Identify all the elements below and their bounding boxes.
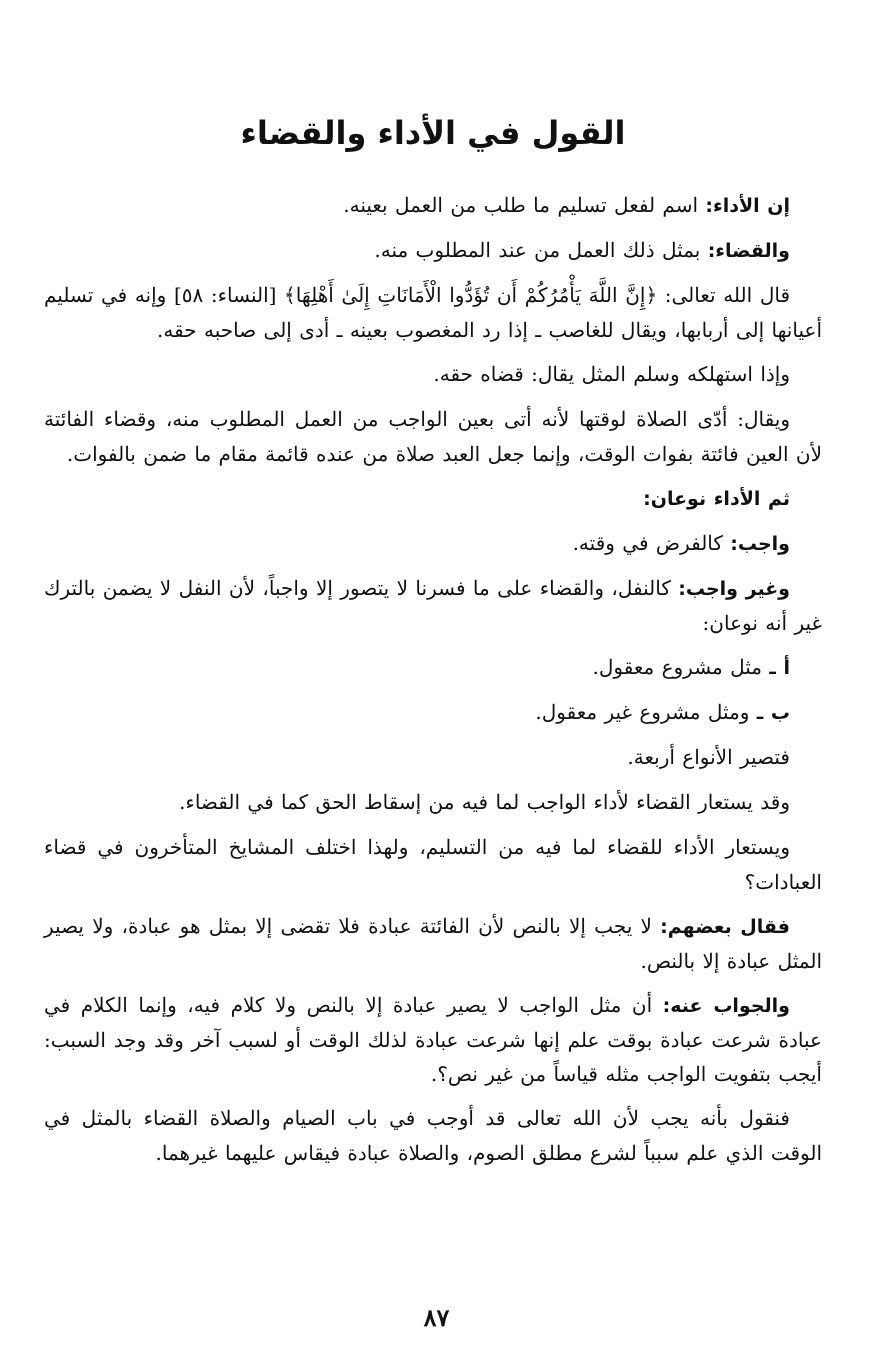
paragraph-lead: والجواب عنه: <box>662 995 790 1017</box>
paragraph <box>44 909 822 978</box>
paragraph-text: مثل مشروع معقول. <box>592 655 770 679</box>
paragraph-lead: والقضاء: <box>707 240 790 262</box>
paragraph-text: قال الله تعالى: ﴿إِنَّ اللَّهَ يَأْمُرُكُمْ أَن تُؤَدُّوا الْأَمَانَاتِ إِلَىٰ أَهْلِهَا﴾ [النساء: ٥٨] وإنه في تسليم أعيانها إلى أربابها، ويقال للغاصب ـ إذا رد المغصوب بعينه ـ أدى إلى صاحبه حقه. <box>44 283 822 342</box>
paragraph <box>44 526 822 561</box>
page-title: القول في الأداء والقضاء <box>240 114 626 152</box>
paragraph <box>44 1101 822 1170</box>
page-number: ٨٧ <box>423 1303 450 1332</box>
paragraph-lead: ثم الأداء نوعان: <box>643 488 790 510</box>
paragraph-text: ويستعار الأداء للقضاء لما فيه من التسليم، ولهذا اختلف المشايخ المتأخرون في قضاء العبادات؟ <box>44 835 822 894</box>
paragraph-text: كالنفل، والقضاء على ما فسرنا لا يتصور إلا واجباً، لأن النفل لا يضمن بالترك غير أنه نوعان: <box>44 576 822 635</box>
paragraph-lead: إن الأداء: <box>705 195 790 217</box>
paragraph-text: بمثل ذلك العمل من عند المطلوب منه. <box>374 238 708 262</box>
page-body <box>44 108 822 1180</box>
paragraph-lead: واجب: <box>730 533 790 555</box>
paragraph-text: فنقول بأنه يجب لأن الله تعالى قد أوجب في باب الصيام والصلاة القضاء بالمثل في الوقت الذي علم سبباً لشرع مطلق الصوم، والصلاة عبادة فيقاس عليهما غيرهما. <box>44 1106 822 1165</box>
paragraph <box>44 988 822 1091</box>
paragraph-text: ومثل مشروع غير معقول. <box>535 700 757 724</box>
paragraph-text: فتصير الأنواع أربعة. <box>627 745 790 769</box>
paragraph <box>44 830 822 899</box>
paragraph-text: وإذا استهلكه وسلم المثل يقال: قضاه حقه. <box>433 362 790 386</box>
paragraph-text: اسم لفعل تسليم ما طلب من العمل بعينه. <box>343 193 706 217</box>
paragraph-text: كالفرض في وقته. <box>572 531 731 555</box>
paragraph <box>44 233 822 268</box>
paragraph-text: لا يجب إلا بالنص لأن الفائتة عبادة فلا تقضى إلا بمثل هو عبادة، ولا يصير المثل عبادة إلا بالنص. <box>44 914 822 973</box>
paragraph-text: أن مثل الواجب لا يصير عبادة إلا بالنص ولا كلام فيه، وإنما الكلام في عبادة شرعت عبادة بوقت علم إنها شرعت عبادة لذلك الوقت أو لسبب آخر وقد وجد السبب: أيجب بتفويت الواجب مثله قياساً من غير نص؟. <box>44 993 822 1086</box>
paragraph-lead: أ ـ <box>769 657 790 679</box>
paragraph-lead: وغير واجب: <box>678 578 790 600</box>
paragraph <box>44 402 822 471</box>
paragraph <box>44 278 822 347</box>
paragraph <box>44 481 822 516</box>
paragraph <box>44 785 822 820</box>
paragraph <box>44 571 822 640</box>
paragraph-lead: فقال بعضهم: <box>660 916 790 938</box>
paragraph-text: وقد يستعار القضاء لأداء الواجب لما فيه من إسقاط الحق كما في القضاء. <box>179 790 790 814</box>
paragraph <box>44 695 822 730</box>
paragraph-text: ويقال: أدّى الصلاة لوقتها لأنه أتى بعين الواجب من العمل المطلوب منه، وقضاء الفائتة لأن العين فائتة بفوات الوقت، وإنما جعل العبد صلاة من عنده قائمة مقام ما ضمن بالفوات. <box>44 407 822 466</box>
paragraph-lead: ب ـ <box>756 702 790 724</box>
paragraph <box>44 357 822 392</box>
paragraph <box>44 650 822 685</box>
paragraph <box>44 740 822 775</box>
paragraph <box>44 188 822 223</box>
